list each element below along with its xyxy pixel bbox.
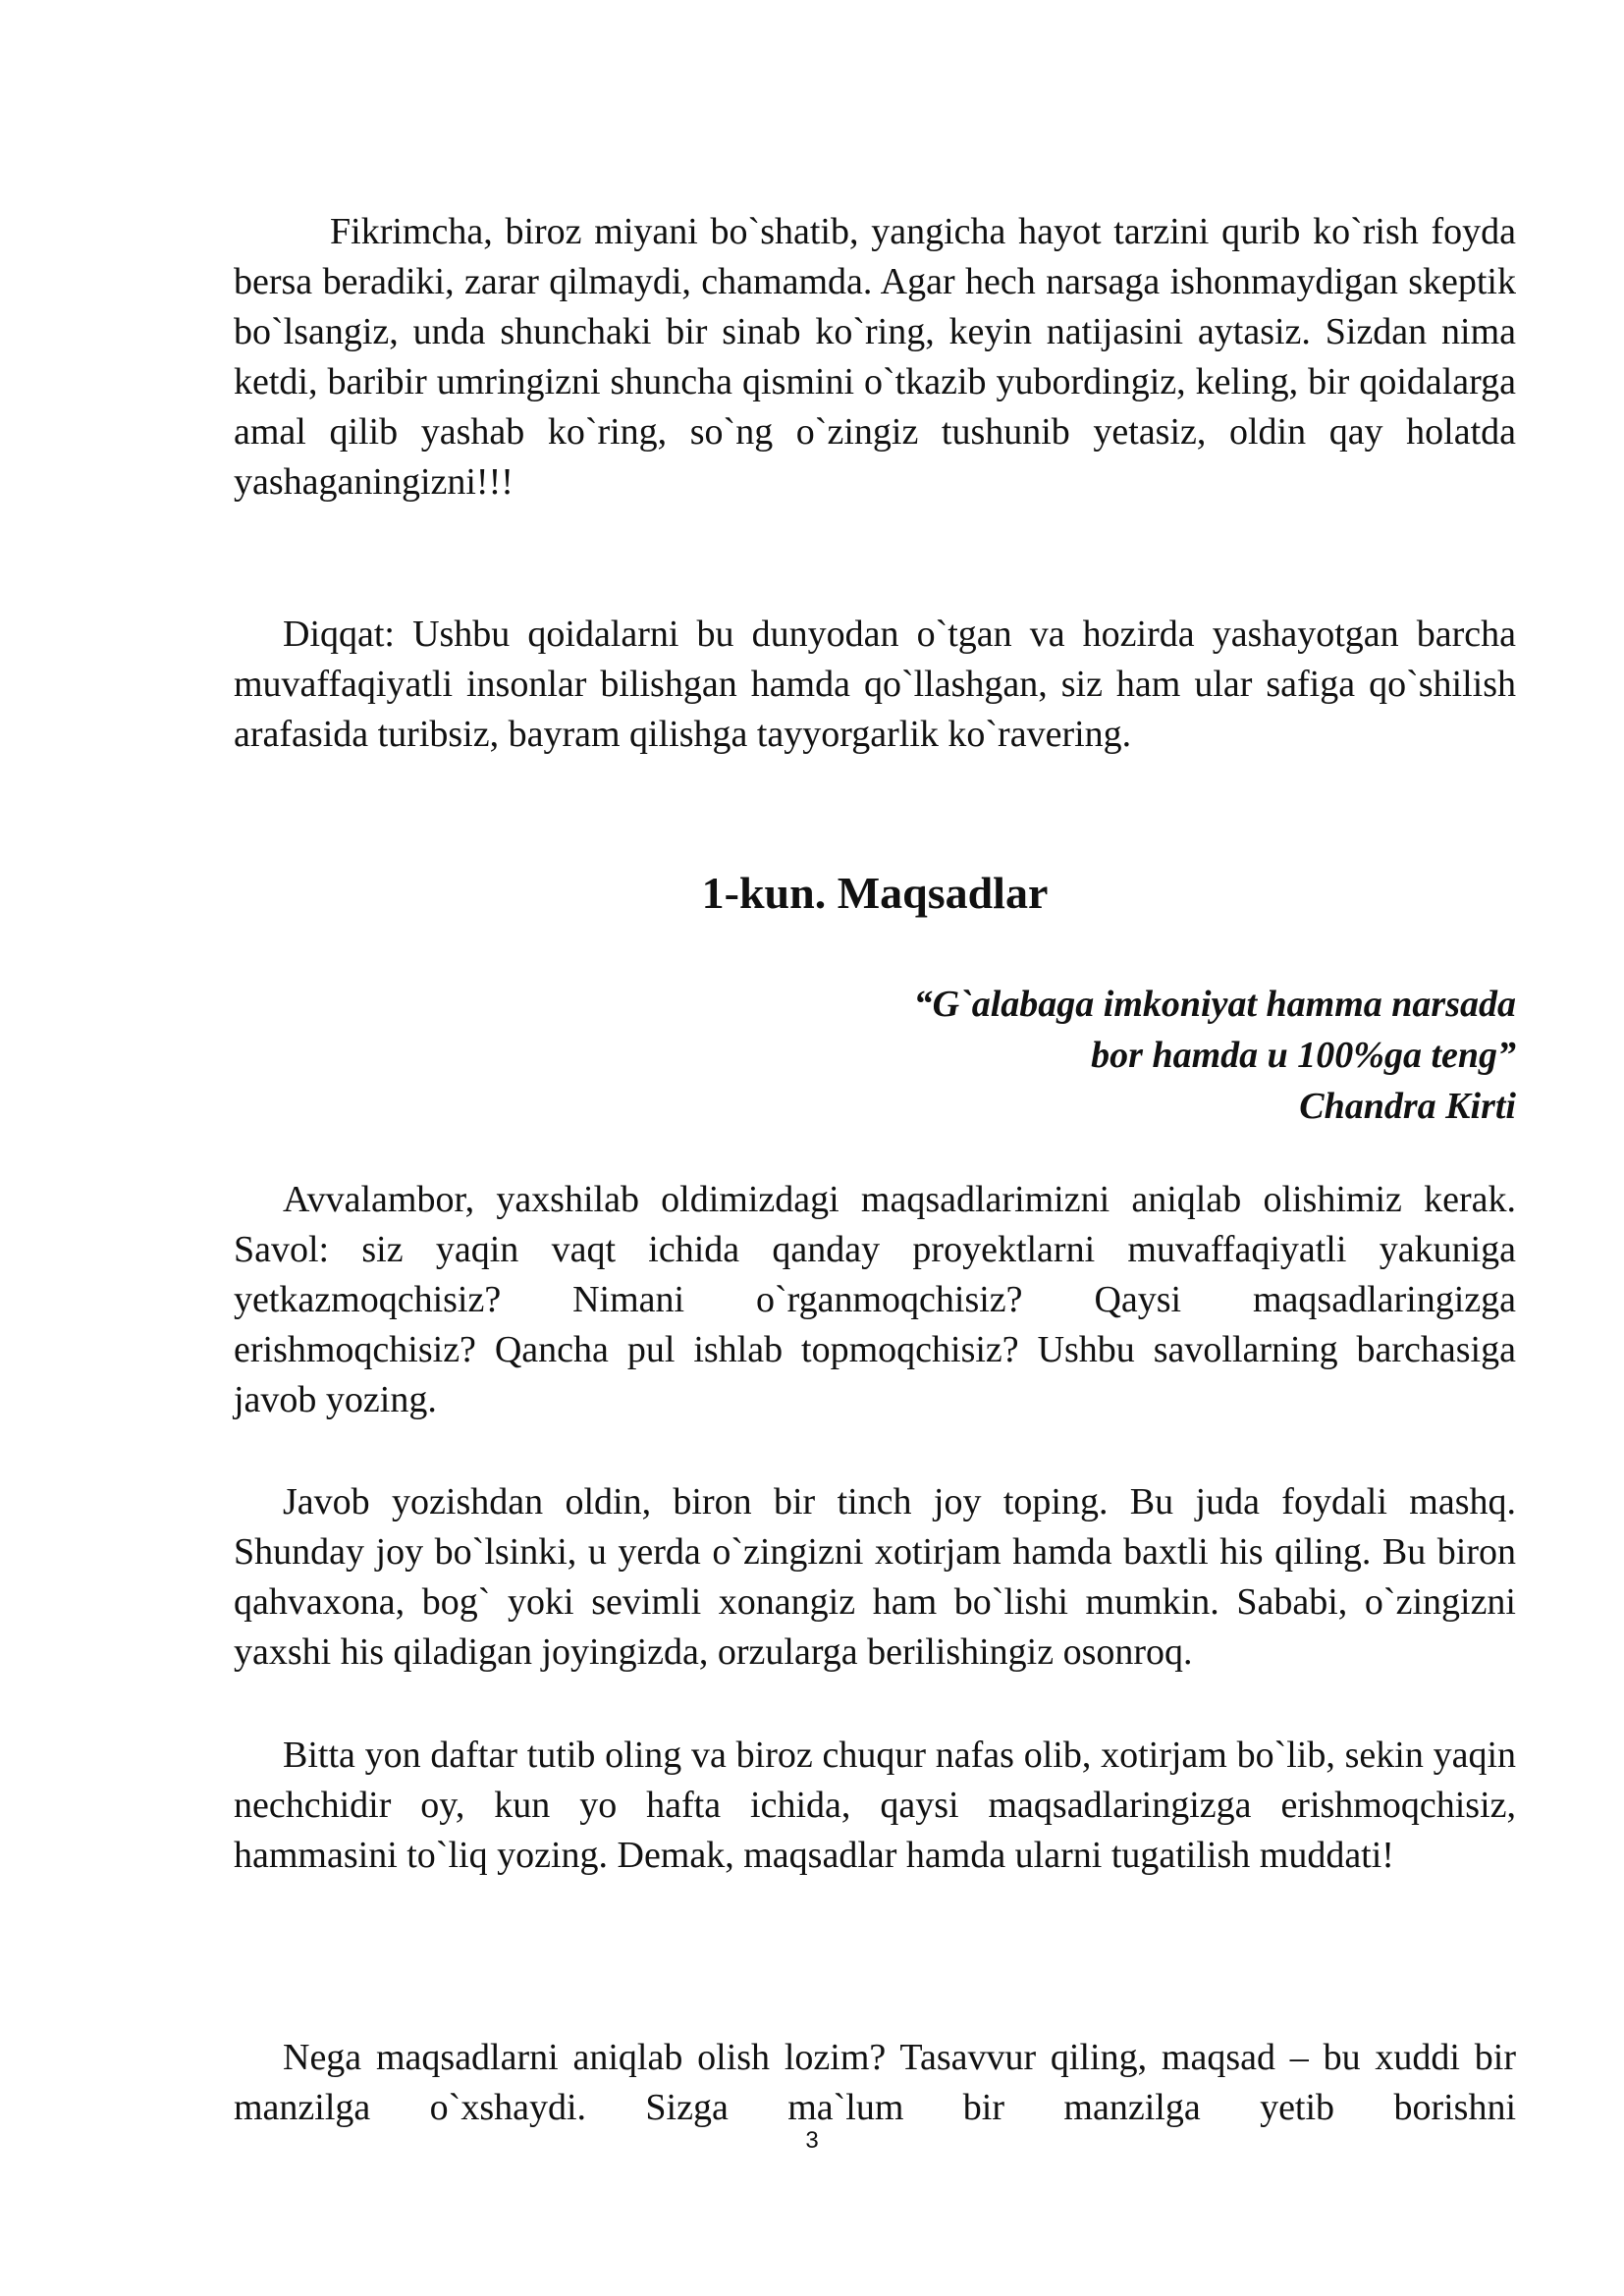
body-paragraph: Avvalambor, yaxshilab oldimizdagi maqsadlarimizni aniqlab olishimiz kerak. Savol: siz yaqin vaqt ichida qanday proyektlarni muvaffaqiyatli yakuniga yetkazmoqchisiz? Nimani o`rganmoqchisiz? Qaysi maqsadlaringizga erishmoqchisiz? Qancha pul ishlab topmoqchisiz? Ushbu savollarning barchasiga javob yozing. bbox=[234, 1179, 1516, 1420]
body-paragraph: Nega maqsadlarni aniqlab olish lozim? Tasavvur qiling, maqsad – bu xuddi bir manzilga o`xshaydi. Sizga ma`lum bir manzilga yetib borishni bbox=[234, 2037, 1516, 2128]
section-heading: 1-kun. Maqsadlar bbox=[701, 868, 1049, 918]
attention-paragraph: Diqqat: Ushbu qoidalarni bu dunyodan o`tgan va hozirda yashayotgan barcha muvaffaqiyatli insonlar bilishgan hamda qo`llashgan, siz ham ular safiga qo`shilish arafasida turibsiz, bayram qilishga tayyorgarlik ko`ravering. bbox=[234, 614, 1516, 755]
page-number: 3 bbox=[805, 2127, 819, 2154]
epigraph-quote bbox=[914, 979, 1516, 1132]
body-paragraph: Bitta yon daftar tutib oling va biroz chuqur nafas olib, xotirjam bo`lib, sekin yaqin nechchidir oy, kun yo hafta ichida, qaysi maqsadlaringizga erishmoqchisiz, hammasini to`liq yozing. Demak, maqsadlar hamda ularni tugatilish muddati! bbox=[234, 1735, 1516, 1876]
epigraph-line: “G`alabaga imkoniyat hamma narsada bbox=[913, 984, 1516, 1025]
body-paragraph: Javob yozishdan oldin, biron bir tinch joy toping. Bu juda foydali mashq. Shunday joy bo`lsinki, u yerda o`zingizni xotirjam hamda baxtli his qiling. Bu biron qahvaxona, bog` yoki sevimli xonangiz ham bo`lishi mumkin. Sababi, o`zingizni yaxshi his qiladigan joyingizda, orzularga berilishingiz osonroq. bbox=[234, 1481, 1516, 1673]
epigraph-line: bor hamda u 100%ga teng” bbox=[1091, 1035, 1516, 1076]
epigraph-author: Chandra Kirti bbox=[1299, 1086, 1516, 1127]
body-paragraph: Fikrimcha, biroz miyani bo`shatib, yangicha hayot tarzini qurib ko`rish foyda bersa beradiki, zarar qilmaydi, chamamda. Agar hech narsaga ishonmaydigan skeptik bo`lsangiz, unda shunchaki bir sinab ko`ring, keyin natijasini aytasiz. Sizdan nima ketdi, baribir umringizni shuncha qismini o`tkazib yubordingiz, keling, bir qoidalarga amal qilib yashab ko`ring, so`ng o`zingiz tushunib yetasiz, oldin qay holatda yashaganingizni!!! bbox=[234, 211, 1516, 503]
